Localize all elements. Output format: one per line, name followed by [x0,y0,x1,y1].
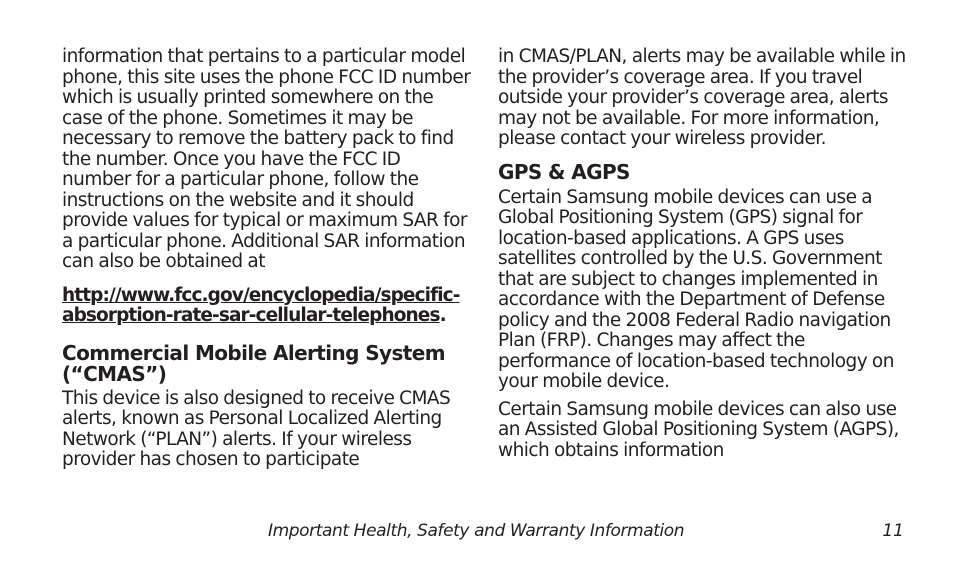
footer-title: Important Health, Safety and Warranty Information [268,521,685,541]
fcc-link-paragraph [62,286,472,327]
gps-agps-heading: GPS & AGPS [498,159,630,184]
cmas-paragraph: This device is also designed to receive CMAS alerts, known as Personal Localized Alerting Network (“PLAN”) alerts. If your wireless provider has chosen to participate [62,387,451,470]
fcc-sar-link[interactable]: http://www.fcc.gov/encyclopedia/specific-absorption-rate-sar-cellular-telephones [62,284,460,326]
link-trailing-period: . [439,305,446,326]
left-column [62,47,472,478]
gps-paragraph-2: Certain Samsung mobile devices can also use an Assisted Global Positioning System (AGPS), which obtains information [498,398,899,461]
right-column [498,47,908,468]
page-number: 11 [882,521,904,541]
cmas-continued-paragraph: in CMAS/PLAN, alerts may be available while in the provider’s coverage area. If you travel outside your provider’s coverage area, alerts may not be available. For more information, please contact your wireless provider. [498,46,906,149]
cmas-heading: Commercial Mobile Alerting System (“CMAS”) [62,340,445,386]
sar-info-paragraph: information that pertains to a particular model phone, this site uses the phone FCC ID number which is usually printed somewhere on the case of the phone. Sometimes it may be necessary to remove the battery pack to find the number. Once you have the FCC ID number for a particular phone, follow the instructions on the website and it should provide values for typical or maximum SAR for a particular phone. Additional SAR information can also be obtained at [62,46,471,272]
page-footer [0,520,954,542]
gps-paragraph-1: Certain Samsung mobile devices can use a Global Positioning System (GPS) signal for location-based applications. A GPS uses satellites controlled by the U.S. Government that are subject to changes implemented in accordance with the Department of Defense policy and the 2008 Federal Radio navigation Plan (FRP). Changes may affect the performance of location-based technology on your mobile device. [498,186,894,392]
